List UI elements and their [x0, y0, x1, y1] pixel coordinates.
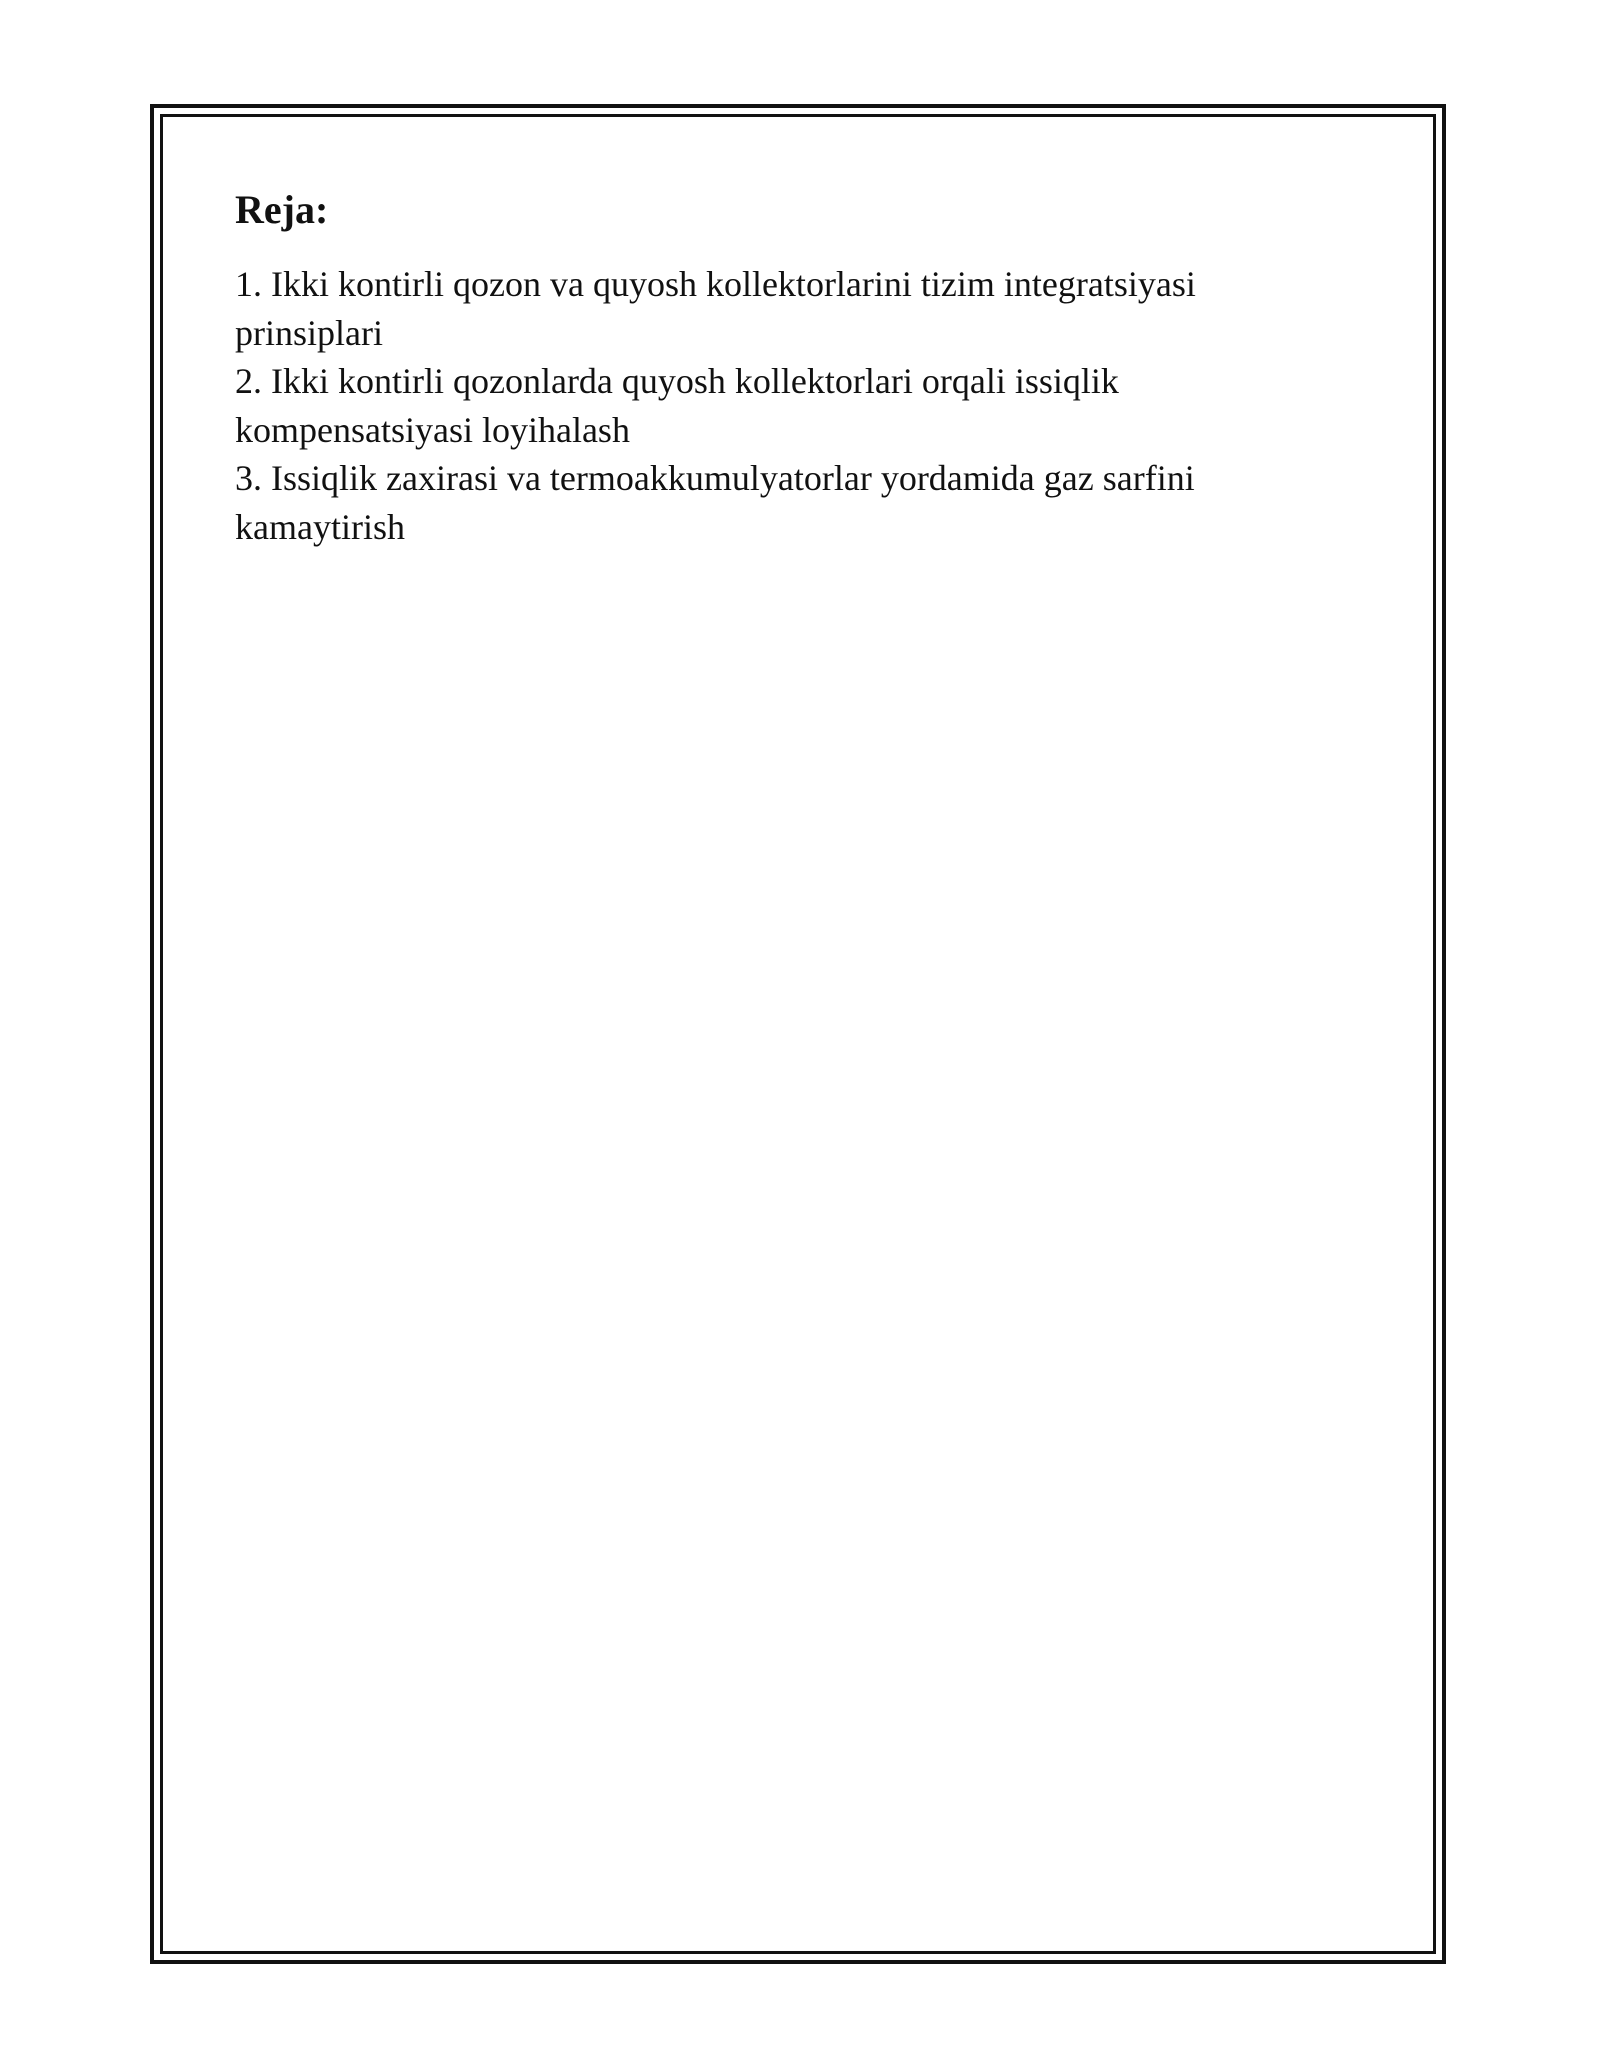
plan-heading: Reja: — [235, 187, 329, 232]
plan-list — [235, 260, 1265, 551]
document-body — [235, 186, 1265, 551]
plan-item-2: 2. Ikki kontirli qozonlarda quyosh kollektorlari orqali issiqlik kompensatsiyasi loyihalash — [235, 361, 1119, 450]
plan-item-1: 1. Ikki kontirli qozon va quyosh kollektorlarini tizim integratsiyasi prinsiplari — [235, 264, 1196, 353]
plan-item-3: 3. Issiqlik zaxirasi va termoakkumulyatorlar yordamida gaz sarfini kamaytirish — [235, 458, 1195, 547]
